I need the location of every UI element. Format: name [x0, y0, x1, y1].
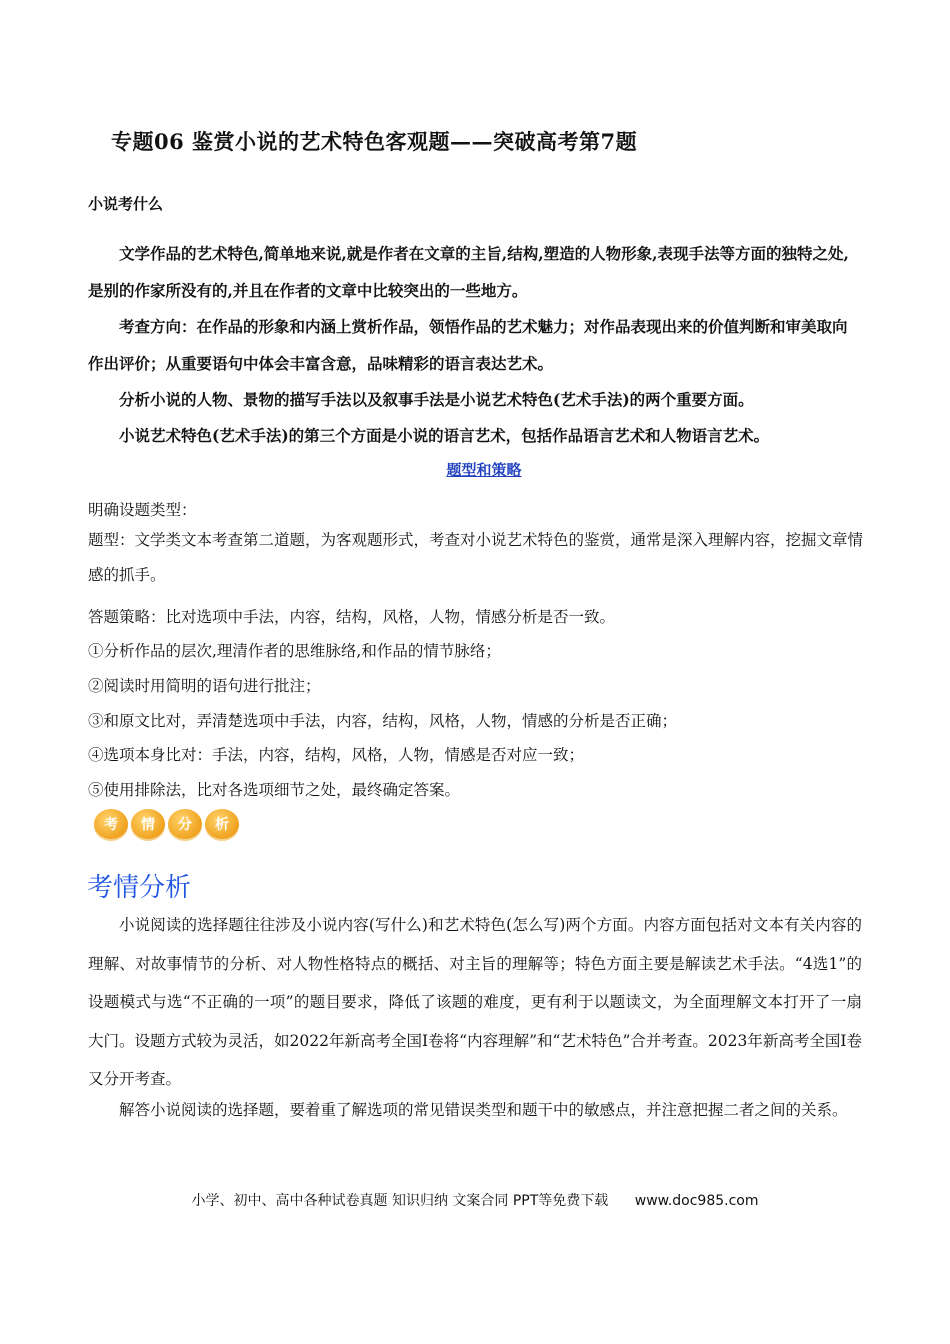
badge-char: 分	[168, 809, 202, 839]
analysis-paragraph: 解答小说阅读的选择题，要着重了解选项的常见错误类型和题干中的敏感点，并注意把握二者之间的关系。	[119, 1101, 848, 1119]
page-footer	[0, 1190, 950, 1210]
answer-strategy: 答题策略：比对选项中手法，内容，结构，风格，人物，情感分析是否一致。	[88, 608, 616, 626]
strategy-step: ②阅读时用简明的语句进行批注；	[88, 677, 321, 695]
strategy-link[interactable]: 题型和策略	[446, 461, 522, 479]
question-type-heading: 明确设题类型：	[88, 501, 197, 519]
question-type-text: 题型：文学类文本考查第二道题，为客观题形式，考查对小说艺术特色的鉴赏，通常是深入理解内容，挖掘文章情感的抓手。	[88, 531, 864, 584]
badge-char: 析	[205, 809, 239, 839]
bold-paragraph: 文学作品的艺术特色,简单地来说,就是作者在文章的主旨,结构,塑造的人物形象,表现手法等方面的独特之处,是别的作家所没有的,并且在作者的文章中比较突出的一些地方。	[88, 244, 849, 300]
section-heading: 小说考什么	[88, 195, 164, 213]
bold-paragraph: 考查方向：在作品的形象和内涵上赏析作品，领悟作品的艺术魅力；对作品表现出来的价值判断和审美取向作出评价；从重要语句中体会丰富含意，品味精彩的语言表达艺术。	[88, 317, 848, 373]
page-title: 专题06 鉴赏小说的艺术特色客观题——突破高考第7题	[111, 129, 638, 154]
footer-text: 小学、初中、高中各种试卷真题 知识归纳 文案合同 PPT等免费下载	[191, 1193, 609, 1209]
analysis-badge	[94, 808, 239, 840]
bold-paragraph: 小说艺术特色(艺术手法)的第三个方面是小说的语言艺术，包括作品语言艺术和人物语言艺术。	[119, 426, 770, 445]
footer-url[interactable]: www.doc985.com	[634, 1193, 759, 1209]
strategy-step: ①分析作品的层次,理清作者的思维脉络,和作品的情节脉络；	[88, 642, 501, 660]
analysis-paragraph: 小说阅读的选择题往往涉及小说内容(写什么)和艺术特色(怎么写)两个方面。内容方面包括对文本有关内容的理解、对故事情节的分析、对人物性格特点的概括、对主旨的理解等；特色方面主要是解读艺术手法。“4选1”的设题模式与选“不正确的一项”的题目要求，降低了该题的难度，更有利于以题读文，为全面理解文本打开了一扇大门。设题方式较为灵活，如2022年新高考全国Ⅰ卷将“内容理解”和“艺术特色”合并考查。2023年新高考全国Ⅰ卷又分开考查。	[88, 916, 862, 1088]
strategy-step: ③和原文比对，弄清楚选项中手法，内容，结构，风格，人物，情感的分析是否正确；	[88, 712, 678, 730]
strategy-step: ⑤使用排除法，比对各选项细节之处，最终确定答案。	[88, 781, 461, 799]
badge-char: 考	[94, 809, 128, 839]
badge-char: 情	[131, 809, 165, 839]
bold-paragraph: 分析小说的人物、景物的描写手法以及叙事手法是小说艺术特色(艺术手法)的两个重要方面。	[119, 390, 754, 409]
strategy-step: ④选项本身比对：手法，内容，结构，风格，人物，情感是否对应一致；	[88, 746, 585, 764]
analysis-heading: 考情分析	[87, 873, 192, 903]
